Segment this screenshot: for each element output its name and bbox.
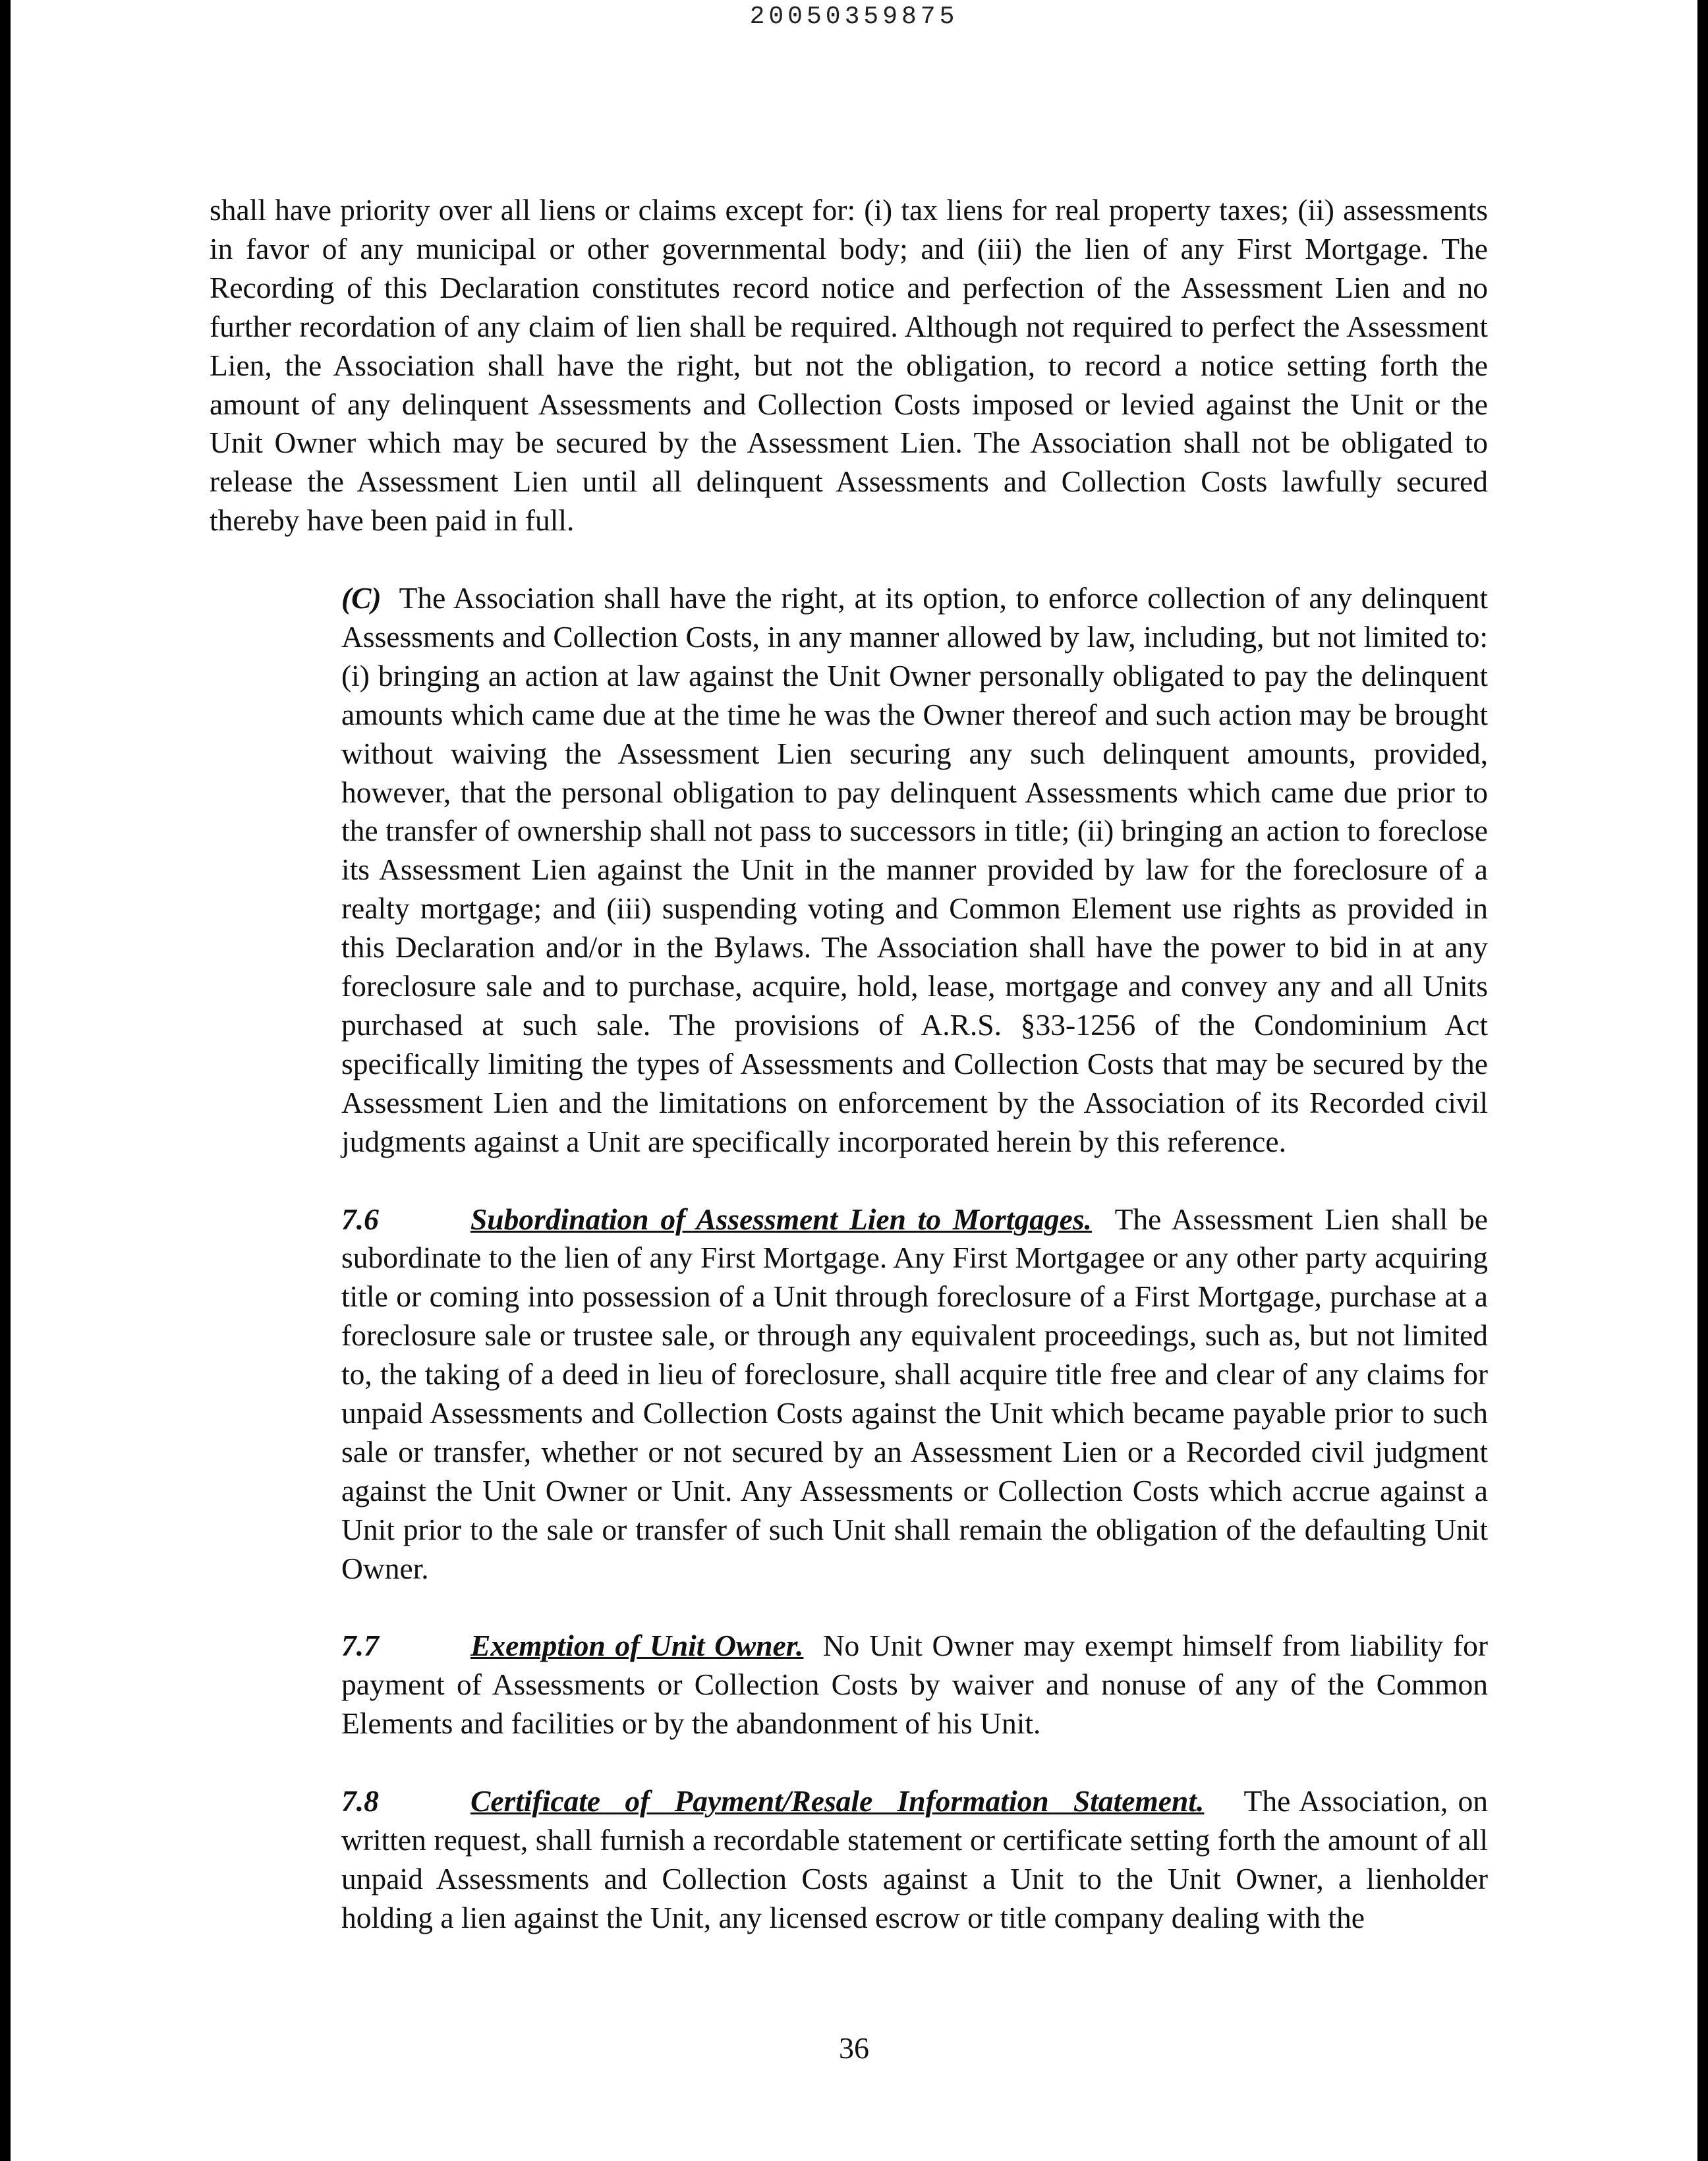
paragraph-continuation: shall have priority over all liens or claims except for: (i) tax liens for real property taxes; (ii) assessments in favor of any municipal or other governmental body; and (iii) the lien of any First Mortgage. The Recording of this Declaration constitutes record notice and perfection of the Assessment Lien and no further recordation of any claim of lien shall be required. Although not required to perfect the Assessment Lien, the Association shall have the right, but not the obligation, to record a notice setting forth the amount of any delinquent Assessments and Collection Costs imposed or levied against the Unit or the Unit Owner which may be secured by the Assessment Lien. The Association shall not be obligated to release the Assessment Lien until all delinquent Assessments and Collection Costs lawfully secured thereby have been paid in full. — [210, 193, 1488, 538]
section-7-6 — [210, 1200, 1488, 1588]
section-7-6-text: The Assessment Lien shall be subordinate to the lien of any First Mortgage. Any First Mortgagee or any other party acquiring title or coming into possession of a Unit through foreclosure of a First Mortgage, purchase at a foreclosure sale or trustee sale, or through any equivalent proceedings, such as, but not limited to, the taking of a deed in lieu of foreclosure, shall acquire title free and clear of any claims for unpaid Assessments and Collection Costs against the Unit which became payable prior to such sale or transfer, whether or not secured by an Assessment Lien or a Recorded civil judgment against the Unit Owner or Unit. Any Assessments or Collection Costs which accrue against a Unit prior to the sale or transfer of such Unit shall remain the obligation of the defaulting Unit Owner. — [341, 1202, 1488, 1585]
section-7-8-text: The Association, on written request, shall furnish a recordable statement or certificate setting forth the amount of all unpaid Assessments and Collection Costs against a Unit to the Unit Owner, a lienholder holding a lien against the Unit, any licensed escrow or title company dealing with the — [341, 1784, 1488, 1934]
section-7-7-number: 7.7 — [341, 1629, 379, 1663]
scan-edge-right — [1697, 0, 1708, 2161]
scan-edge-left — [0, 0, 11, 2161]
section-7-6-number: 7.6 — [341, 1202, 379, 1236]
document-body — [210, 191, 1488, 1977]
section-7-8 — [210, 1782, 1488, 1938]
paragraph-c — [210, 579, 1488, 1162]
section-7-7-text: No Unit Owner may exempt himself from liability for payment of Assessments or Collection Costs by waiver and nonuse of any of the Common Elements and facilities or by the abandonment of his Unit. — [341, 1629, 1489, 1741]
section-7-7 — [210, 1627, 1488, 1743]
section-7-7-title: Exemption of Unit Owner. — [470, 1629, 804, 1663]
paragraph-c-text: The Association shall have the right, at its option, to enforce collection of any delinquent Assessments and Collection Costs, in any manner allowed by law, including, but not limited to: (i) bringing an action at law against the Unit Owner personally obligated to pay the delinquent amounts which came due at the time he was the Owner thereof and such action may be brought without waiving the Assessment Lien securing any such delinquent amounts, provided, however, that the personal obligation to pay delinquent Assessments which came due prior to the transfer of ownership shall not pass to successors in title; (ii) bringing an action to foreclose its Assessment Lien against the Unit in the manner provided by law for the foreclosure of a realty mortgage; and (iii) suspending voting and Common Element use rights as provided in this Declaration and/or in the Bylaws. The Association shall have the power to bid in at any foreclosure sale and to purchase, acquire, hold, lease, mortgage and convey any and all Units purchased at such sale. The provisions of A.R.S. §33-1256 of the Condominium Act specifically limiting the types of Assessments and Collection Costs that may be secured by the Assessment Lien and the limitations on enforcement by the Association of its Recorded civil judgments against a Unit are specifically incorporated herein by this reference. — [341, 581, 1488, 1158]
document-id-number: 20050359875 — [749, 3, 959, 31]
section-7-8-title: Certificate of Payment/Resale Information Statement. — [470, 1784, 1205, 1818]
section-7-8-number: 7.8 — [341, 1784, 379, 1818]
paragraph-c-marker: (C) — [341, 581, 382, 615]
page-number: 36 — [839, 2031, 869, 2065]
section-7-6-title: Subordination of Assessment Lien to Mortgages. — [470, 1202, 1092, 1236]
